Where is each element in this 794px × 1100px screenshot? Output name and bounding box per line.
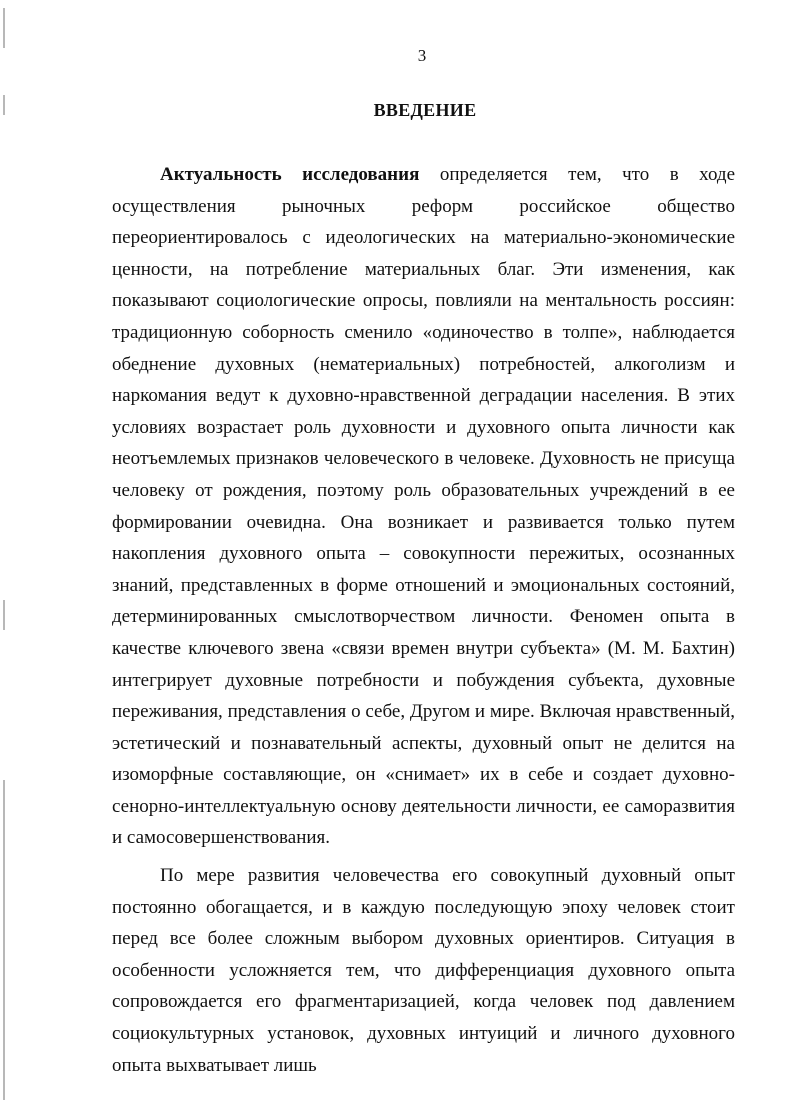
- paragraph-text: По мере развития человечества его совокупный духовный опыт постоянно обогащается, и в каждую последующую эпоху человек стоит перед все более сложным выбором духовных ориентиров. Ситуация в особенности усложняется тем, что дифференциация духовного опыта сопровождается его фрагментаризацией, когда человек под давлением социокультурных установок, духовных интуиций и личного духовного опыта выхватывает лишь: [112, 865, 735, 1076]
- section-title: ВВЕДЕНИЕ: [373, 100, 477, 120]
- scan-edge-marks: [3, 0, 7, 1097]
- body-text: [112, 159, 735, 1081]
- paragraph-1: [112, 159, 735, 854]
- paragraph-text: определяется тем, что в ходе осуществления рыночных реформ российское общество переориентировалось с идеологических на материально-экономические ценности, на потребление материальных благ. Эти изменения, как показывают социологические опросы, повлияли на ментальность россиян: традиционную соборность сменило «одиночество в толпе», наблюдается обеднение духовных (нематериальных) потребностей, алкоголизм и наркомания ведут к духовно-нравственной деградации населения. В этих условиях возрастает роль духовности и духовного опыта личности как неотъемлемых признаков человеческого в человеке. Духовность не присуща человеку от рождения, поэтому роль образовательных учреждений в ее формировании очевидна. Она возникает и развивается только путем накопления духовного опыта – совокупности пережитых, осознанных знаний, представленных в форме отношений и эмоциональных состояний, детерминированных смыслотворчеством личности. Феномен опыта в качестве ключевого звена «связи времен внутри субъекта» (М. М. Бахтин) интегрирует духовные потребности и побуждения субъекта, духовные переживания, представления о себе, Другом и мире. Включая нравственный, эстетический и познавательный аспекты, духовный опыт не делится на изоморфные составляющие, он «снимает» их в себе и создает духовно-сенорно-интеллектуальную основу деятельности личности, ее саморазвития и самосовершенствования.: [112, 164, 735, 849]
- paragraph-lead: Актуальность исследования: [160, 164, 420, 185]
- page-number: 3: [417, 46, 427, 65]
- paragraph-2: [112, 860, 735, 1081]
